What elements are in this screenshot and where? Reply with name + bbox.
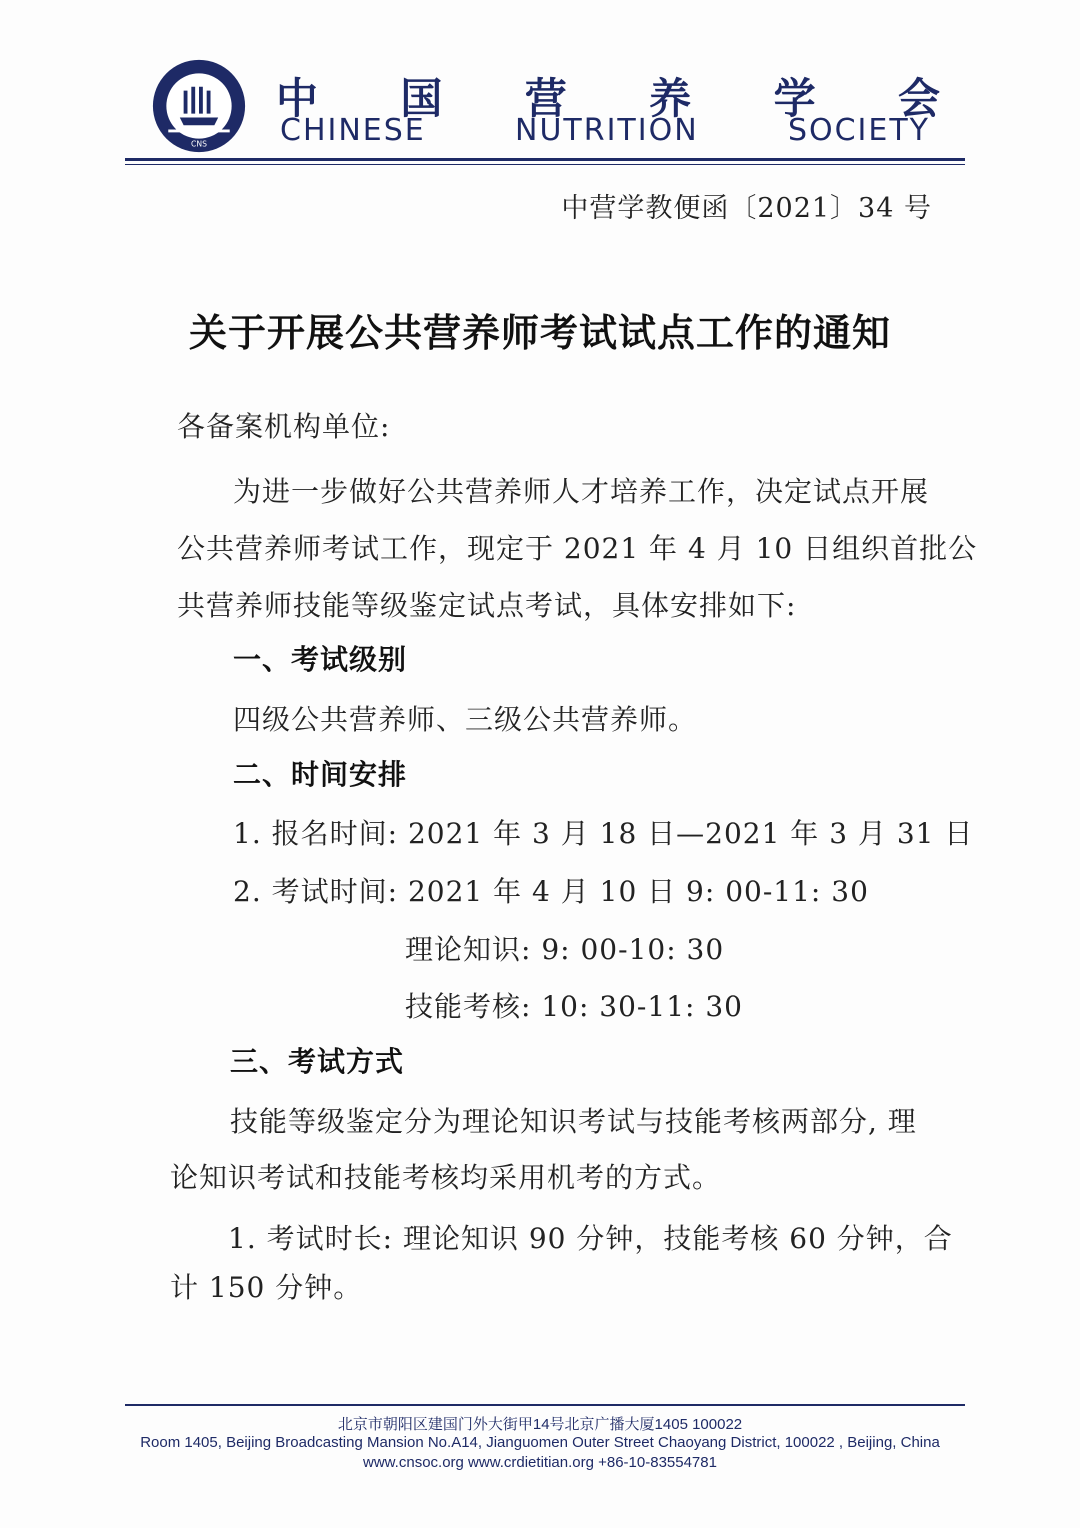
logo-abbr: CNS — [191, 139, 207, 149]
document-number: 中营学教便函〔2021〕34 号 — [561, 193, 932, 224]
section-heading-level: 一、考试级别 — [233, 643, 408, 676]
society-logo — [151, 58, 247, 154]
exam-time: 2. 考试时间: 2021 年 4 月 10 日 9: 00-11: 30 — [233, 875, 869, 908]
footer-address-cn: 北京市朝阳区建国门外大街甲14号北京广播大厦1405 100022 — [337, 1416, 743, 1433]
footer-rule — [125, 1404, 965, 1406]
org-char: 会 — [897, 74, 940, 123]
intro-line-1: 为进一步做好公共营养师人才培养工作，决定试点开展 — [233, 475, 930, 508]
registration-time: 1. 报名时间: 2021 年 3 月 18 日—2021 年 3 月 31 日 — [233, 817, 974, 850]
intro-line-2: 公共营养师考试工作，现定于 2021 年 4 月 10 日组织首批公 — [177, 532, 978, 565]
org-name-en — [280, 113, 930, 148]
duration-line-2: 计 150 分钟。 — [170, 1271, 363, 1304]
org-word: NUTRITION — [515, 113, 699, 148]
org-word: SOCIETY — [787, 113, 930, 148]
section-heading-method: 三、考试方式 — [230, 1045, 405, 1078]
section-level-text: 四级公共营养师、三级公共营养师。 — [233, 703, 698, 736]
salutation: 各备案机构单位: — [177, 410, 391, 443]
method-line-2: 论知识考试和技能考核均采用机考的方式。 — [170, 1161, 722, 1194]
document-title: 关于开展公共营养师考试试点工作的通知 — [188, 311, 891, 355]
method-line-1: 技能等级鉴定分为理论知识考试与技能考核两部分, 理 — [230, 1105, 917, 1138]
org-char: 学 — [773, 74, 816, 123]
org-char: 营 — [524, 74, 567, 123]
org-char: 养 — [649, 74, 692, 123]
header-rule-thin — [125, 164, 965, 165]
footer-address-en: Room 1405, Beijing Broadcasting Mansion No.A14, Jianguomen Outer Street Chaoyang District, 100022 , Beijing, China — [140, 1434, 940, 1451]
section-heading-schedule: 二、时间安排 — [233, 758, 408, 791]
org-char: 中 — [276, 74, 319, 123]
theory-time: 理论知识: 9: 00-10: 30 — [405, 933, 725, 966]
skill-time: 技能考核: 10: 30-11: 30 — [405, 990, 743, 1023]
duration-line-1: 1. 考试时长: 理论知识 90 分钟，技能考核 60 分钟，合 — [228, 1222, 953, 1255]
org-word: CHINESE — [280, 113, 426, 148]
header-rule — [125, 158, 965, 161]
org-char: 国 — [400, 74, 443, 123]
intro-line-3: 共营养师技能等级鉴定试点考试，具体安排如下: — [177, 589, 797, 622]
footer-contacts: www.cnsoc.org www.crdietitian.org +86-10-83554781 — [363, 1454, 717, 1471]
